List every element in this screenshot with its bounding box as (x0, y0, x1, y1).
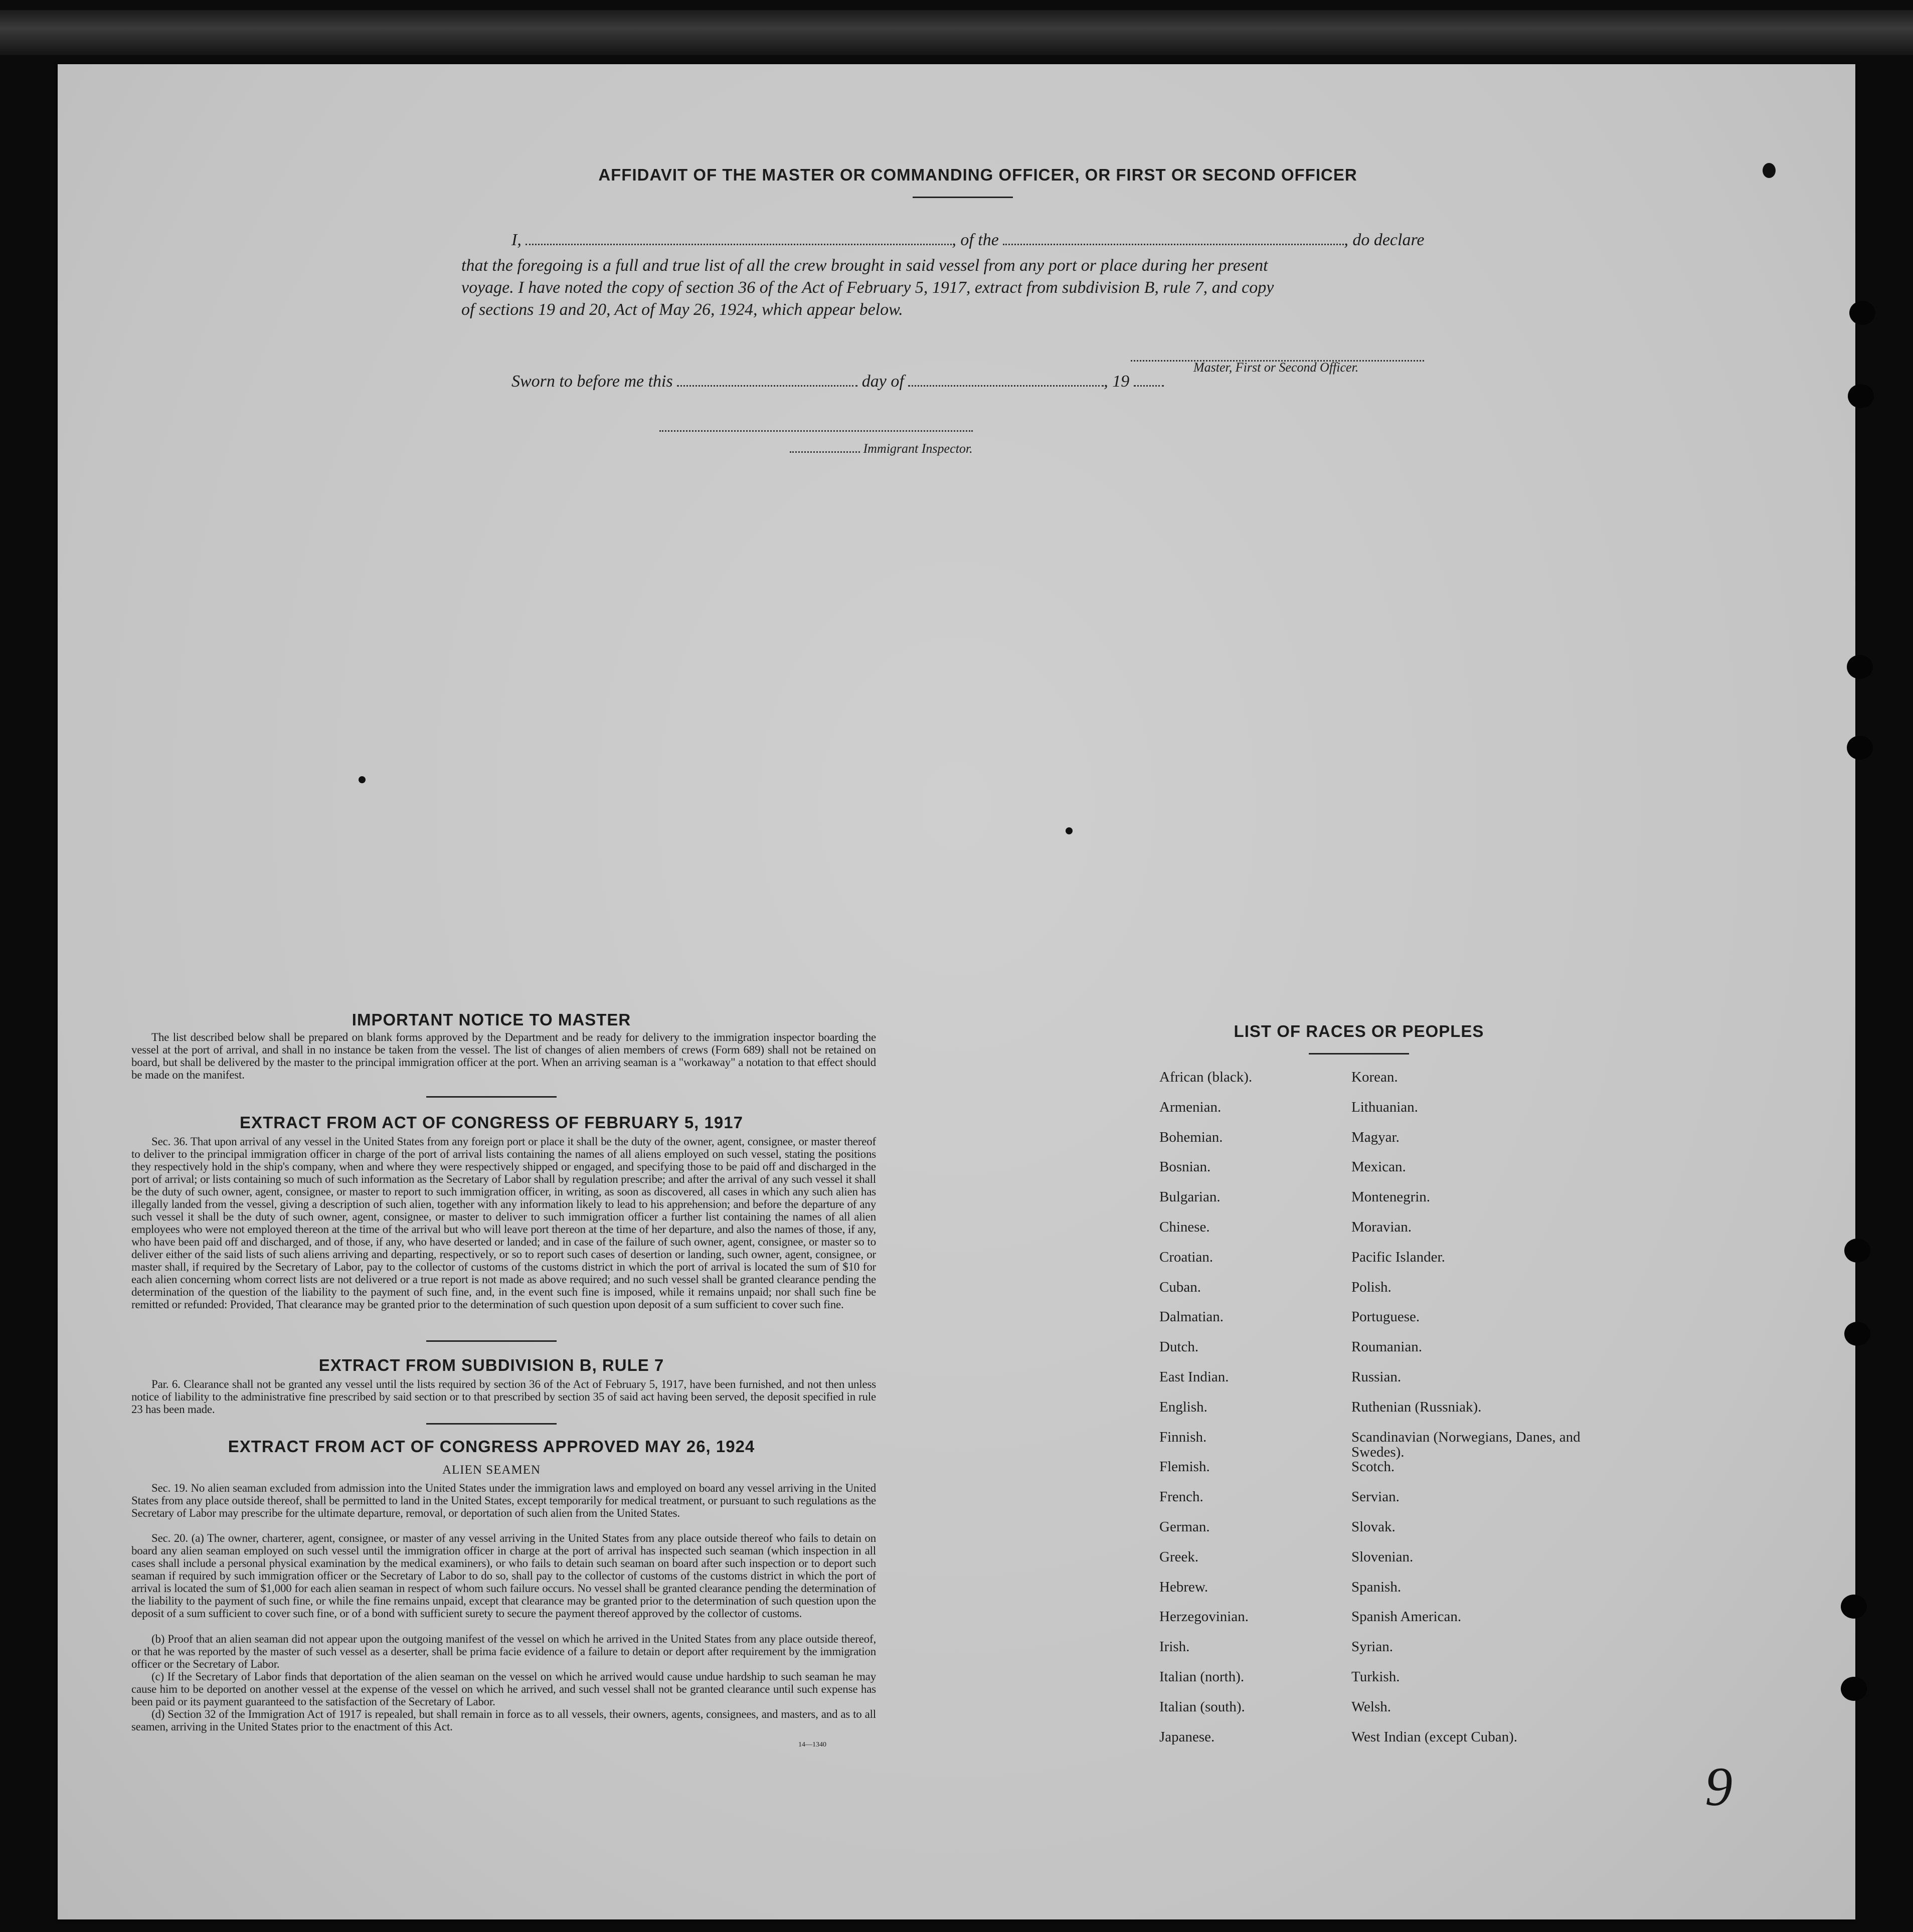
race-item: Greek. (1159, 1548, 1199, 1565)
notice-title: IMPORTANT NOTICE TO MASTER (352, 1010, 631, 1029)
day-of-label: day of (861, 372, 904, 391)
sworn-year-field[interactable] (1134, 371, 1164, 387)
race-item: Syrian. (1351, 1639, 1393, 1655)
races-divider (1309, 1053, 1409, 1055)
punch-hole (1848, 384, 1874, 408)
race-item: African (black). (1159, 1069, 1253, 1085)
race-item: Russian. (1351, 1368, 1402, 1385)
sec19-text: Sec. 19. No alien seaman excluded from admission into the United States under the immigration laws and employed on board any vessel arriving in the United States from any place outside thereof, shall be permitted to land in the United States, except temporarily for medical treatment, or pursuant to such regulations as the Secretary of Labor may prescribe for the ultimate departure, removal, or deportation of such alien from the United States. (131, 1482, 876, 1519)
section-divider (426, 1096, 557, 1098)
year-prefix: , 19 (1104, 372, 1130, 391)
race-item: Servian. (1351, 1489, 1400, 1505)
of-the-label: , of the (952, 231, 999, 249)
race-item: Scotch. (1351, 1459, 1395, 1475)
race-item: Welsh. (1351, 1698, 1392, 1715)
extract-1924-title: EXTRACT FROM ACT OF CONGRESS APPROVED MAY 26, 1924 (228, 1437, 755, 1456)
race-item: Spanish American. (1351, 1609, 1462, 1625)
race-item: Spanish. (1351, 1578, 1402, 1595)
ink-speck (1066, 827, 1073, 834)
alien-seamen-subtitle: ALIEN SEAMEN (442, 1463, 541, 1477)
punch-hole (1841, 1595, 1867, 1619)
race-item: Japanese. (1159, 1728, 1215, 1745)
race-item: Pacific Islander. (1351, 1249, 1445, 1265)
race-item: Bohemian. (1159, 1129, 1223, 1145)
race-item: Slovenian. (1351, 1548, 1414, 1565)
race-item: Roumanian. (1351, 1339, 1422, 1355)
races-left-column (1159, 1067, 1370, 1757)
section-divider (426, 1340, 557, 1342)
declarant-line (511, 230, 1464, 250)
sec20b-text: (b) Proof that an alien seaman did not appear upon the outgoing manifest of the vessel on which he arrived in the United States from any place outside thereof, or that he was reported by the master of such vessel as a deserter, shall be prima facie evidence of a failure to detain or deport after requirement by the immigration officer or the Secretary of Labor. (131, 1633, 876, 1670)
race-item: Bulgarian. (1159, 1189, 1221, 1205)
race-item: Finnish. (1159, 1429, 1207, 1445)
race-item: English. (1159, 1398, 1207, 1415)
race-item: Slovak. (1351, 1518, 1396, 1535)
affidavit-body (461, 255, 1464, 321)
sec20a-text: Sec. 20. (a) The owner, charterer, agent, consignee, or master of any vessel arriving in the United States from any place outside thereof who fails to detain on board any alien seaman employed on such vessel until the immigration officer in charge at the port of arrival has inspected such seaman (which inspection in all cases shall include a personal physical examination by the medical examiners), or who fails to detain such seaman on board after such inspection or to deport such seaman if required by such immigration officer or the Secretary of Labor to do so, shall pay to the collector of customs of the customs district in which the port of arrival is located the sum of $1,000 for each alien seaman in respect of whom such failure occurs. No vessel shall be granted clearance pending the determination of the liability to the payment of such fine, or while the fine remains unpaid, except that clearance may be granted prior to the determination of such question upon the deposit of a sum sufficient to cover such fine, or of a bond with sufficient surety to secure the payment thereof approved by the collector of customs. (131, 1532, 876, 1620)
race-item: Hebrew. (1159, 1578, 1208, 1595)
race-item: Korean. (1351, 1069, 1398, 1085)
race-item: East Indian. (1159, 1368, 1229, 1385)
race-item: Lithuanian. (1351, 1099, 1418, 1115)
race-item: Irish. (1159, 1639, 1190, 1655)
affidavit-body-line: that the foregoing is a full and true list of all the crew brought in said vessel from any port or place during her present (461, 256, 1268, 275)
punch-hole (1844, 1322, 1870, 1346)
sworn-label: Sworn to before me this (511, 372, 673, 391)
inspector-dots (790, 441, 860, 453)
extract-1917-title: EXTRACT FROM ACT OF CONGRESS OF FEBRUARY 5, 1917 (240, 1113, 743, 1132)
race-item: Ruthenian (Russniak). (1351, 1398, 1482, 1415)
master-signature-field[interactable] (1131, 346, 1424, 362)
race-item: Polish. (1351, 1279, 1392, 1295)
race-item: Bosnian. (1159, 1159, 1211, 1175)
sworn-line (511, 371, 1264, 391)
race-item: Dalmatian. (1159, 1309, 1224, 1325)
race-item: Portuguese. (1351, 1309, 1420, 1325)
races-title: LIST OF RACES OR PEOPLES (1234, 1022, 1484, 1040)
race-item: Italian (south). (1159, 1698, 1245, 1715)
name-field[interactable] (526, 230, 952, 245)
race-item: West Indian (except Cuban). (1351, 1728, 1518, 1745)
affidavit-body-line: of sections 19 and 20, Act of May 26, 1924, which appear below. (461, 300, 903, 319)
inspector-label-text: Immigrant Inspector. (863, 441, 973, 456)
race-item: Italian (north). (1159, 1668, 1245, 1685)
punch-hole (1847, 655, 1873, 679)
master-signature-label: Master, First or Second Officer. (1193, 360, 1359, 375)
punch-hole (1849, 301, 1875, 325)
section-divider (426, 1423, 557, 1425)
race-item: French. (1159, 1489, 1203, 1505)
race-item: Montenegrin. (1351, 1189, 1431, 1205)
inspector-label (790, 441, 973, 456)
race-item: Dutch. (1159, 1339, 1199, 1355)
extract-rule7-title: EXTRACT FROM SUBDIVISION B, RULE 7 (318, 1356, 664, 1374)
race-item: Turkish. (1351, 1668, 1400, 1685)
race-item: Chinese. (1159, 1218, 1210, 1235)
do-declare-label: , do declare (1344, 231, 1425, 249)
punch-hole (1841, 1677, 1867, 1701)
race-item: Mexican. (1351, 1159, 1406, 1175)
sec20d-text: (d) Section 32 of the Immigration Act of 1917 is repealed, but shall remain in force as to all vessels, their owners, agents, consignees, and masters, and as to all seamen, arriving in the United States prior to the enactment of this Act. (131, 1708, 876, 1733)
punch-hole (1847, 736, 1873, 760)
race-item: Herzegovinian. (1159, 1609, 1249, 1625)
sec20c-text: (c) If the Secretary of Labor finds that deportation of the alien seaman on the vessel on which he arrived would cause undue hardship to such seaman he may cause him to be deported on another vessel at the expense of the vessel on which he arrived, and such vessel shall not be granted clearance until such expense has been paid or its payment guaranteed to the satisfaction of the Secretary of Labor. (131, 1670, 876, 1708)
race-item: Croatian. (1159, 1249, 1213, 1265)
ink-speck (1763, 163, 1776, 178)
affidavit-body-line: voyage. I have noted the copy of section 36 of the Act of February 5, 1917, extract from subdivision B, rule 7, and copy (461, 278, 1274, 297)
i-label: I, (511, 231, 521, 249)
race-item: Cuban. (1159, 1279, 1201, 1295)
race-item: Moravian. (1351, 1218, 1412, 1235)
race-item: Scandinavian (Norwegians, Danes, and Swedes). (1351, 1429, 1581, 1460)
extract-1917-text: Sec. 36. That upon arrival of any vessel in the United States from any foreign port or place it shall be the duty of the owner, agent, consignee, or master thereof to deliver to the principal immigration officer in charge of the port of arrival lists containing the names of all aliens employed on such vessel, stating the positions they respectively hold in the ship's company, when and where they were respectively shipped or engaged, and specifying those to be paid off and discharged in the port of arrival; or lists containing so much of such information as the Secretary of Labor shall by regulation prescribe; and after the arrival of any such vessel it shall be the duty of such owner, agent, consignee, or master to report to such immigration officer, in writing, as soon as discovered, all cases in which any such alien has illegally landed from the vessel, giving a description of such alien, together with any information likely to lead to his apprehension; and before the departure of any such vessel it shall be the duty of such owner, agent, consignee, or master to deliver to such immigration officer a further list containing the names of all alien employees who were not employed thereon at the time of the arrival but who will leave port thereon at the time of her departure, and also the names of those, if any, who have been paid off and discharged, and of those, if any, who have deserted or landed; and in case of the failure of such owner, agent, consignee, or master so to deliver either of the said lists of such aliens arriving and departing, respectively, or so to report such cases of desertion or landing, such owner, agent, consignee, or master shall, if required by the Secretary of Labor, pay to the collector of customs of the customs district in which the port of arrival is located the sum of $10 for each alien concerning whom correct lists are not delivered or a true report is not made as above required; and no such vessel shall be granted clearance pending the determination of the question of the liability to the payment of such fine, and, in the event such fine is imposed, while it remains unpaid; nor shall such fine be remitted or refunded: Provided, That clearance may be granted prior to the determination of such question upon deposit of a sum sufficient to cover such fine. (131, 1135, 876, 1311)
sworn-day-field[interactable] (677, 371, 857, 387)
affidavit-title: AFFIDAVIT OF THE MASTER OR COMMANDING OFFICER, OR FIRST OR SECOND OFFICER (598, 165, 1357, 184)
inspector-signature-field[interactable] (659, 416, 973, 432)
title-divider (913, 197, 1013, 198)
races-right-column (1351, 1067, 1592, 1757)
notice-text: The list described below shall be prepared on blank forms approved by the Department and be ready for delivery to the immigration inspector boarding the vessel at the port of arrival, and shall in no instance be taken from the vessel. The list of changes of alien members of crews (Form 689) shall not be retained on board, but shall be delivered by the master to the principal immigration officer at the port. When an arriving seaman is a "workaway" a notation to that effect should be made on the manifest. (131, 1031, 876, 1081)
ink-speck (359, 776, 366, 783)
race-item: German. (1159, 1518, 1210, 1535)
vessel-field[interactable] (1003, 230, 1344, 245)
race-item: Magyar. (1351, 1129, 1400, 1145)
punch-hole (1844, 1239, 1870, 1263)
race-item: Armenian. (1159, 1099, 1222, 1115)
form-number: 14—1340 (798, 1741, 826, 1748)
extract-rule7-text: Par. 6. Clearance shall not be granted any vessel until the lists required by section 36 of the Act of February 5, 1917, have been furnished, and not then unless notice of liability to the administrative fine prescribed by said section or to that prescribed by section 35 of said act having been served, the deposit specified in rule 23 has been made. (131, 1378, 876, 1416)
film-strip-top (0, 10, 1913, 55)
race-item: Flemish. (1159, 1459, 1210, 1475)
handwritten-page-mark: 9 (1705, 1756, 1732, 1817)
sworn-month-field[interactable] (908, 371, 1104, 387)
